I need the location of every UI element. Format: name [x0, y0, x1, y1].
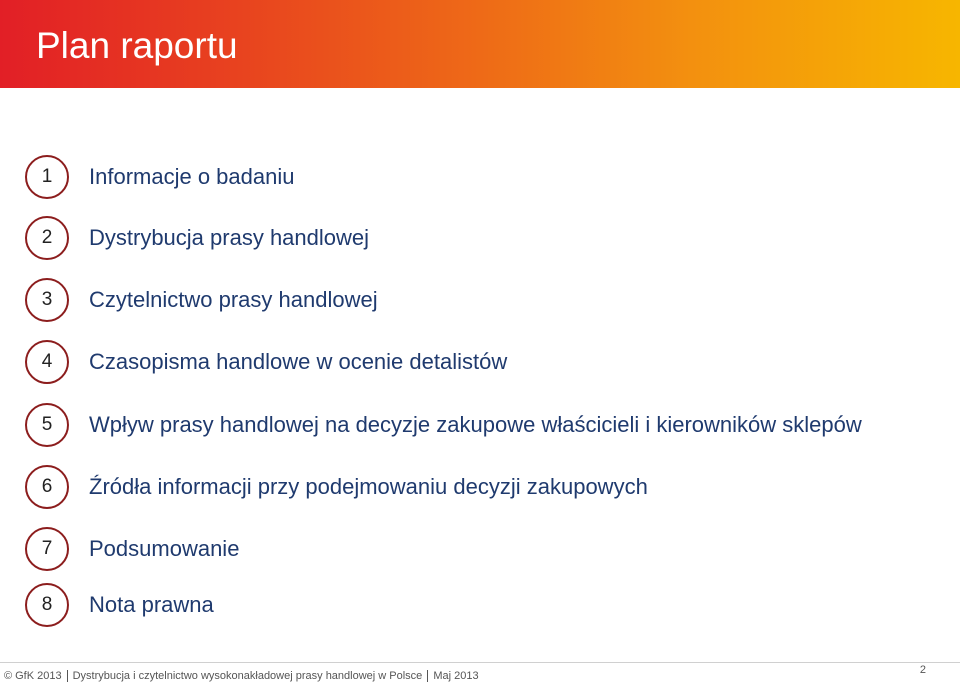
agenda-item-3: [25, 278, 378, 322]
agenda-item-label: Czasopisma handlowe w ocenie detalistów: [89, 349, 508, 374]
footer-report-title: Dystrybucja i czytelnictwo wysokonakładowej prasy handlowej w Polsce: [72, 670, 423, 682]
page-title: Plan raportu: [36, 25, 238, 66]
footer-company: GfK 2013: [15, 670, 62, 682]
page-number: 2: [919, 664, 926, 676]
agenda-number-circle: 1: [25, 155, 69, 199]
agenda-item-8: [25, 583, 214, 627]
agenda-number-circle: 6: [25, 465, 69, 509]
agenda-number-circle: 5: [25, 403, 69, 447]
agenda-item-label: Dystrybucja prasy handlowej: [89, 225, 370, 250]
footer: [4, 670, 479, 682]
agenda-number-circle: 3: [25, 278, 69, 322]
agenda-item-label: Wpływ prasy handlowej na decyzje zakupowe właścicieli i kierowników sklepów: [89, 412, 862, 437]
agenda-item-6: [25, 465, 648, 509]
agenda-number-circle: 7: [25, 527, 69, 571]
agenda-item-label: Czytelnictwo prasy handlowej: [89, 287, 378, 312]
agenda-item-label: Informacje o badaniu: [89, 164, 295, 189]
agenda-item-4: [25, 340, 507, 384]
agenda-item-label: Podsumowanie: [89, 536, 240, 561]
agenda-item-2: [25, 216, 369, 260]
agenda-number-circle: 2: [25, 216, 69, 260]
agenda-item-5: [25, 403, 862, 447]
footer-separator: [67, 670, 68, 682]
footer-separator: [427, 670, 428, 682]
footer-date: Maj 2013: [433, 670, 479, 682]
agenda-item-7: [25, 527, 239, 571]
agenda-item-1: [25, 155, 294, 199]
agenda-number-circle: 8: [25, 583, 69, 627]
agenda-item-label: Nota prawna: [89, 592, 214, 617]
agenda-item-label: Źródła informacji przy podejmowaniu decyzji zakupowych: [89, 474, 648, 499]
agenda-number-circle: 4: [25, 340, 69, 384]
footer-divider: [0, 662, 960, 663]
copyright-icon: ©: [4, 670, 13, 682]
